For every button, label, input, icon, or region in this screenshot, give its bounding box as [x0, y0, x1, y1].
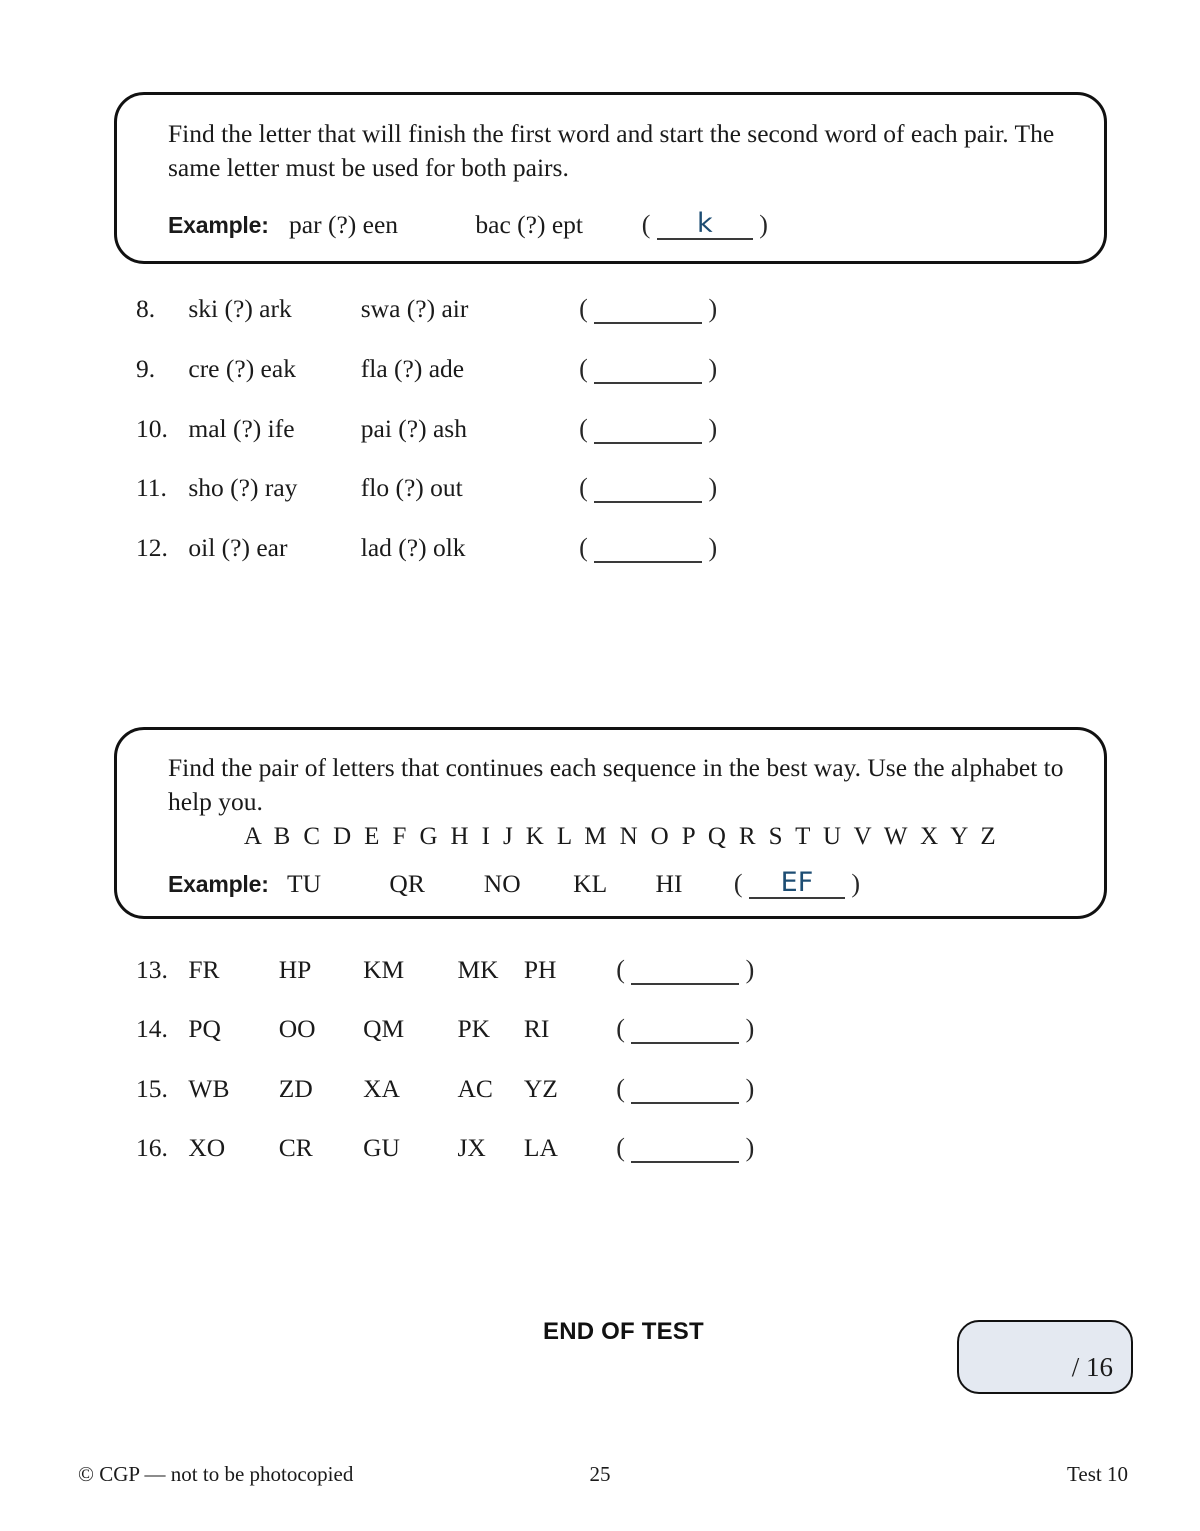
sequence-item-4: MK — [457, 955, 499, 984]
question-term-1: oil (?) ear — [188, 533, 288, 562]
instruction-text-word-pairs: Find the letter that will finish the first word and start the second word of each pair. The same letter must be used for both pairs. — [168, 119, 1055, 182]
question-number: 16. — [136, 1133, 168, 1162]
sequence-item-5: PH — [523, 955, 557, 984]
example-sequence-item-1: TU — [287, 869, 322, 898]
score-total: / 16 — [1071, 1352, 1113, 1382]
answer-group[interactable] — [616, 1074, 754, 1104]
sequence-item-4: AC — [457, 1074, 493, 1103]
example-sequence-item-2: QR — [389, 869, 425, 898]
example-answer-group — [642, 208, 768, 240]
sequence-item-2: CR — [278, 1133, 313, 1162]
question-row-9 — [136, 354, 717, 384]
open-paren: ( — [579, 294, 588, 323]
example-sequence-item-5: HI — [655, 869, 683, 898]
sequence-item-3: XA — [363, 1074, 400, 1103]
question-number: 10. — [136, 414, 168, 443]
open-paren: ( — [579, 533, 588, 562]
question-term-2: pai (?) ash — [360, 414, 467, 443]
example-row-word-pairs — [168, 208, 768, 240]
close-paren: ) — [745, 1014, 755, 1043]
answer-group[interactable] — [579, 294, 717, 324]
sequence-item-1: XO — [188, 1133, 226, 1162]
answer-group[interactable] — [579, 473, 717, 503]
sequence-item-1: WB — [188, 1074, 230, 1103]
example-answer-slot — [749, 867, 845, 899]
question-row-8 — [136, 294, 717, 324]
example-label: Example: — [168, 871, 269, 897]
example-row-letter-sequences — [168, 867, 860, 899]
question-number: 8. — [136, 294, 156, 323]
answer-group[interactable] — [579, 533, 717, 563]
answer-slot[interactable] — [594, 296, 702, 324]
sequence-item-3: QM — [363, 1014, 405, 1043]
sequence-item-5: RI — [523, 1014, 550, 1043]
answer-slot[interactable] — [631, 1076, 739, 1104]
answer-group[interactable] — [579, 414, 717, 444]
close-paren: ) — [708, 294, 718, 323]
question-number: 13. — [136, 955, 168, 984]
example-sequence-item-4: KL — [573, 869, 608, 898]
question-term-2: lad (?) olk — [360, 533, 466, 562]
answer-slot[interactable] — [594, 535, 702, 563]
score-box[interactable] — [957, 1320, 1133, 1394]
close-paren: ) — [708, 533, 718, 562]
open-paren: ( — [616, 955, 625, 984]
question-number: 12. — [136, 533, 168, 562]
sequence-item-1: FR — [188, 955, 220, 984]
open-paren: ( — [579, 414, 588, 443]
example-answer-text: k — [697, 208, 713, 239]
question-term-1: sho (?) ray — [188, 473, 298, 502]
footer-test-label: Test 10 — [1067, 1462, 1128, 1486]
answer-group[interactable] — [616, 955, 754, 985]
question-row-15 — [136, 1074, 754, 1104]
example-sequence-item-3: NO — [483, 869, 521, 898]
sequence-item-5: LA — [523, 1133, 558, 1162]
question-term-1: ski (?) ark — [188, 294, 292, 323]
footer-page-number: 25 — [589, 1462, 611, 1486]
question-number: 14. — [136, 1014, 168, 1043]
open-paren: ( — [579, 354, 588, 383]
close-paren: ) — [708, 473, 718, 502]
close-paren: ) — [851, 869, 861, 898]
example-answer-slot — [657, 208, 753, 240]
close-paren: ) — [745, 1074, 755, 1103]
question-number: 9. — [136, 354, 156, 383]
open-paren: ( — [641, 210, 651, 239]
question-row-10 — [136, 414, 717, 444]
instruction-text-letter-sequences: Find the pair of letters that continues each sequence in the best way. Use the alphabet to help you. — [168, 753, 1064, 816]
answer-slot[interactable] — [594, 475, 702, 503]
open-paren: ( — [616, 1014, 625, 1043]
sequence-item-1: PQ — [188, 1014, 221, 1043]
open-paren: ( — [579, 473, 588, 502]
sequence-item-2: ZD — [278, 1074, 313, 1103]
sequence-item-3: KM — [363, 955, 405, 984]
answer-group[interactable] — [616, 1133, 754, 1163]
question-number: 11. — [136, 473, 167, 502]
instruction-box-word-pairs — [114, 92, 1107, 264]
sequence-item-4: PK — [457, 1014, 491, 1043]
question-row-14 — [136, 1014, 754, 1044]
sequence-item-4: JX — [457, 1133, 486, 1162]
question-row-13 — [136, 955, 754, 985]
answer-group[interactable] — [616, 1014, 754, 1044]
close-paren: ) — [708, 414, 718, 443]
open-paren: ( — [616, 1133, 625, 1162]
end-of-test-label: END OF TEST — [543, 1318, 704, 1345]
question-row-11 — [136, 473, 717, 503]
sequence-item-3: GU — [363, 1133, 400, 1162]
answer-slot[interactable] — [631, 957, 739, 985]
example-term-2: bac (?) ept — [475, 210, 584, 239]
sequence-item-2: HP — [278, 955, 312, 984]
question-row-16 — [136, 1133, 754, 1163]
close-paren: ) — [759, 210, 768, 239]
sequence-item-5: YZ — [523, 1074, 558, 1103]
footer-copyright: © CGP — not to be photocopied — [78, 1462, 354, 1486]
answer-slot[interactable] — [631, 1135, 739, 1163]
question-term-1: mal (?) ife — [188, 414, 295, 443]
answer-group[interactable] — [579, 354, 717, 384]
question-term-2: fla (?) ade — [360, 354, 465, 383]
close-paren: ) — [745, 955, 755, 984]
question-term-1: cre (?) eak — [188, 354, 296, 383]
answer-slot[interactable] — [594, 356, 702, 384]
example-answer-text: EF — [780, 867, 814, 898]
question-term-2: flo (?) out — [360, 473, 463, 502]
open-paren: ( — [733, 869, 743, 898]
example-term-1: par (?) een — [289, 210, 399, 239]
question-row-12 — [136, 533, 717, 563]
example-label: Example: — [168, 212, 269, 238]
answer-slot[interactable] — [631, 1016, 739, 1044]
close-paren: ) — [745, 1133, 755, 1162]
sequence-item-2: OO — [278, 1014, 316, 1043]
example-answer-group — [734, 867, 860, 899]
instruction-box-letter-sequences — [114, 727, 1107, 919]
question-term-2: swa (?) air — [360, 294, 469, 323]
question-number: 15. — [136, 1074, 168, 1103]
open-paren: ( — [616, 1074, 625, 1103]
answer-slot[interactable] — [594, 416, 702, 444]
close-paren: ) — [708, 354, 718, 383]
alphabet-reference: A B C D E F G H I J K L M N O P Q R S T U V W X Y Z — [243, 823, 1000, 850]
